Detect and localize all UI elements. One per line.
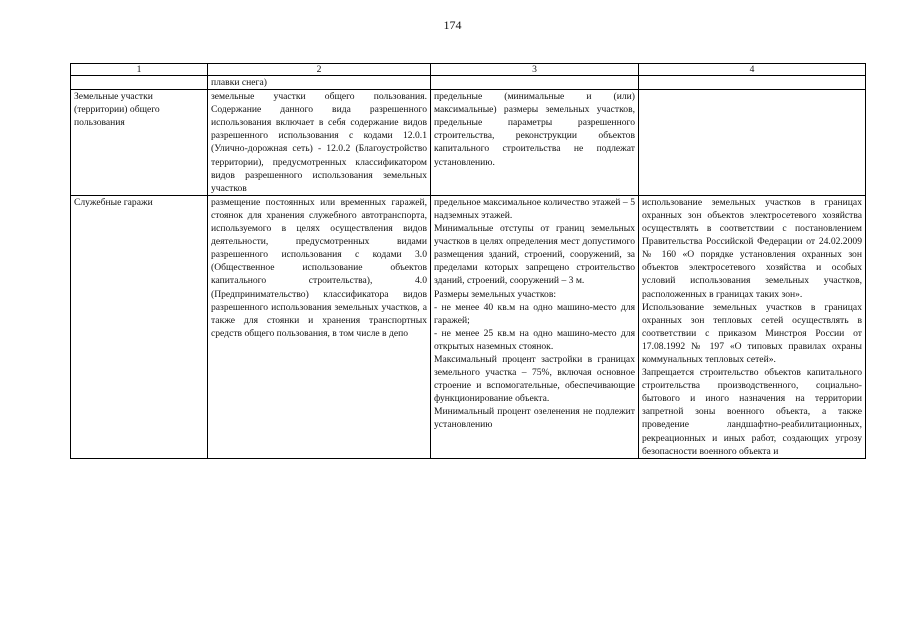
header-col-1: 1: [71, 64, 208, 76]
regulations-table: [70, 63, 866, 459]
row0-col3: [431, 76, 639, 90]
garage-size-item: - не менее 40 кв.м на одно машино-место для гаражей;: [434, 301, 635, 326]
garage-size-item: - не менее 25 кв.м на одно машино-место для открытых наземных стоянок.: [434, 327, 635, 352]
row2-col3: [431, 195, 639, 458]
row2-col4: [639, 195, 866, 458]
table-header-row: [71, 64, 866, 76]
table-row: [71, 90, 866, 196]
table-row: [71, 195, 866, 458]
military-zone-text: Запрещается строительство объектов капитального строительства производственного, социально-бытового и иного назначения на территории запретной зоны военного объекта, а также проведение ландшафтно-реабилитационных, рекреационных и иных работ, создающих угрозу безопасности военного объекта и: [642, 367, 862, 457]
garage-coverage-text: Максимальный процент застройки в границах земельного участка – 75%, включая основное строение и вспомогательные, обеспечивающие функционирование объекта.: [434, 353, 635, 405]
garage-setbacks-text: Минимальные отступы от границ земельных участков в целях определения мест допустимого размещения зданий, строений, сооружений, за пределами которых запрещено строительство зданий, строений, сооружений – 3 м.: [434, 223, 635, 287]
header-col-3: 3: [431, 64, 639, 76]
row0-col2: плавки снега): [208, 76, 431, 90]
page-number: 174: [443, 18, 462, 32]
row1-col1: Земельные участки (территории) общего пользования: [71, 90, 208, 196]
header-col-2: 2: [208, 64, 431, 76]
table-row: [71, 76, 866, 90]
garage-floors-text: предельное максимальное количество этажей – 5 надземных этажей.: [434, 196, 635, 221]
heating-zone-text: Использование земельных участков в границах охранных зон тепловых сетей осуществлять в соответствии с приказом Минстроя России от 17.08.1992 № 197 «О типовых правилах охраны коммунальных тепловых сетей».: [642, 301, 862, 365]
row2-col1: Служебные гаражи: [71, 195, 208, 458]
electric-zone-text: использование земельных участков в границах охранных зон объектов электросетевого хозяйства осуществлять в соответствии с постановлением Правительства Российской Федерации от 24.02.2009 № 160 «О порядке установления охранных зон объектов электросетевого хозяйства и особых условий использования земельных участков, расположенных в границах таких зон».: [642, 196, 862, 300]
row0-col1: [71, 76, 208, 90]
row2-col2: размещение постоянных или временных гаражей, стоянок для хранения служебного автотранспорта, используемого в целях осуществления видов деятельности, предусмотренных видами разрешенного использования с кодами 3.0 (Общественное использование объектов капитального строительства), 4.0 (Предпринимательство) классификатора видов разрешенного использования земельных участков, а также для стоянки и хранения транспортных средств общего пользования, в том числе в депо: [208, 195, 431, 458]
row1-col2: земельные участки общего пользования. Содержание данного вида разрешенного использования включает в себя содержание видов разрешенного использования с кодами 12.0.1 (Улично-дорожная сеть) - 12.0.2 (Благоустройство территории), предусмотренных классификатором видов разрешенного использования земельных участков: [208, 90, 431, 196]
row0-col4: [639, 76, 866, 90]
row1-col4: [639, 90, 866, 196]
garage-sizes-heading: Размеры земельных участков:: [434, 288, 557, 300]
row1-col3: предельные (минимальные и (или) максимальные) размеры земельных участков, предельные параметры разрешенного строительства, реконструкции объектов капитального строительства не подлежат установлению.: [431, 90, 639, 196]
garage-greening-text: Минимальный процент озеленения не подлежит установлению: [434, 406, 635, 431]
header-col-4: 4: [639, 64, 866, 76]
